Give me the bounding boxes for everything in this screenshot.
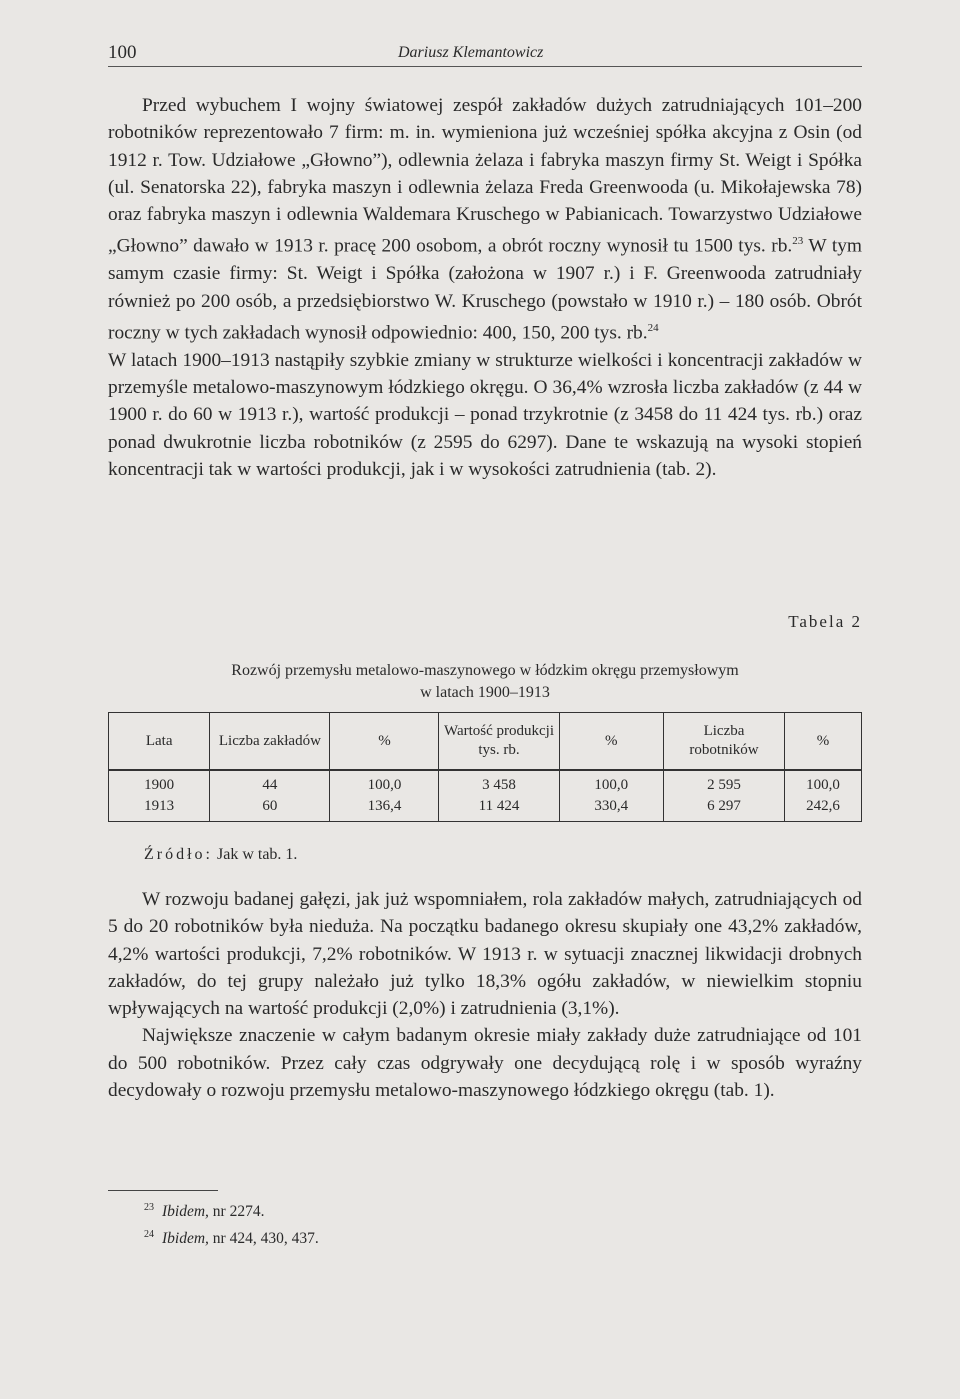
page-header — [108, 40, 862, 67]
table-source — [144, 846, 297, 864]
table-title: Rozwój przemysłu metalowo-maszynowego w łódzkim okręgu przemysłowym w latach 1900–1913 — [231, 662, 739, 701]
paragraph-block-1 — [108, 92, 862, 483]
table-cell: 2 595 6 297 — [663, 770, 784, 822]
source-text: Jak w tab. 1. — [213, 846, 298, 863]
table-cell: 100,0 136,4 — [330, 770, 439, 822]
page-number: 100 — [108, 42, 137, 63]
table-label: Tabela 2 — [788, 612, 862, 631]
data-table — [108, 712, 862, 822]
table-cell: 100,0 330,4 — [559, 770, 663, 822]
column-header: Liczba zakładów — [210, 713, 330, 771]
footnote: $^{24}$ Ibidem, nr 424, 430, 437. — [144, 1229, 319, 1248]
paragraph: Przed wybuchem I wojny światowej zespół zakładów dużych zatrudniających 101–200 robotników reprezentowało 7 firm: m. in. wymieniona już wcześniej spółka akcyjna z Osin (od 1912 r. Tow. Udziałowe „Głowno”), odlewnia żelaza i fabryka maszyn firmy St. Weigt i Spółka (ul. Senatorska 22), fabryka maszyn i odlewnia żelaza Freda Greenwooda (u. Mikołajewska 78) oraz fabryka maszyn i odlewnia Waldemara Kruschego w Pabianicach. Towarzystwo Udziałowe „Głowno” dawało w 1913 r. pracę 200 osobom, a obrót roczny wynosił tu 1500 tys. rb.$^{23}$ W tym samym czasie firmy: St. Weigt i Spółka (założona w 1907 r.) i F. Greenwooda zatrudniały również po 200 osób, a przedsiębiorstwo W. Kruschego (powstało w 1910 r.) – 180 osób. Obrót roczny w tych zakładach wynosił odpowiednio: 400, 150, 200 tys. rb.$^{24}$ — [108, 95, 862, 344]
column-header: Liczba robotników — [663, 713, 784, 771]
column-header: Lata — [109, 713, 210, 771]
footnote: $^{23}$ Ibidem, nr 2274. — [144, 1202, 265, 1221]
column-header: Wartość produkcji tys. rb. — [439, 713, 559, 771]
footnote-ref: 24 — [647, 321, 659, 334]
table-cell: 44 60 — [210, 770, 330, 822]
table-cell: 3 458 11 424 — [439, 770, 559, 822]
paragraph: W latach 1900–1913 nastąpiły szybkie zmiany w strukturze wielkości i koncentracji zakładów w przemyśle metalowo-maszynowym łódzkiego okręgu. O 36,4% wzrosła liczba zakładów (z 44 w 1900 r. do 60 w 1913 r.), wartość produkcji – ponad trzykrotnie (z 3458 do 11 424 tys. rb.) oraz ponad dwukrotnie liczba robotników (z 2595 do 6297). Dane te wskazują na wysoki stopień koncentracji tak w wartości produkcji, jak i w wysokości zatrudnienia (tab. 2). — [108, 349, 862, 480]
paragraph-block-2 — [108, 886, 862, 1104]
source-label: Źródło: — [144, 846, 213, 863]
footnote-ref: 23 — [792, 235, 804, 248]
paragraph: W rozwoju badanej gałęzi, jak już wspomniałem, rola zakładów małych, zatrudniających od 5 do 20 robotników była nieduża. Na początku badanego okresu skupiały one 43,2% zakładów, 4,2% wartości produkcji, 7,2% robotników. W 1913 r. w sytuacji znacznej likwidacji drobnych zakładów, do tej grupy należało już tylko 18,3% ogółu zakładów, w niewielkim stopniu wpływających na wartość produkcji (2,0%) i zatrudnienia (3,1%). — [108, 889, 862, 1020]
table-cell: 1900 1913 — [109, 770, 210, 822]
running-head-author: Dariusz Klemantowicz — [398, 44, 544, 61]
column-header: % — [330, 713, 439, 771]
footnotes — [144, 1196, 319, 1250]
table-row — [109, 770, 862, 822]
column-header: % — [559, 713, 663, 771]
table-cell: 100,0 242,6 — [785, 770, 862, 822]
table-header-row — [109, 713, 862, 771]
column-header: % — [785, 713, 862, 771]
footnote-divider — [108, 1190, 218, 1191]
paragraph: Największe znaczenie w całym badanym okresie miały zakłady duże zatrudniające od 101 do 500 robotników. Przez cały czas odgrywały one decydującą rolę i w sposób wyraźny decydowały o rozwoju przemysłu metalowo-maszynowego łódzkiego okręgu (tab. 1). — [108, 1025, 862, 1102]
